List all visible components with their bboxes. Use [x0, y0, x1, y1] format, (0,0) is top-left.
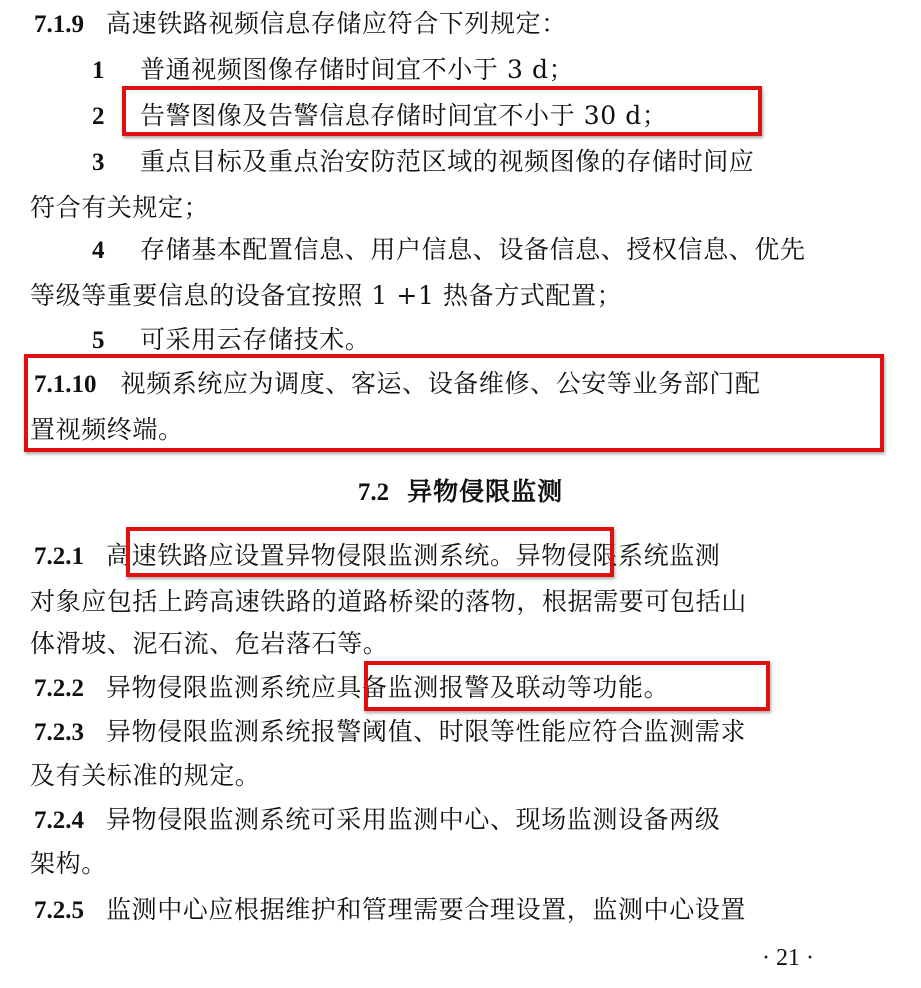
- item-number: 3: [92, 149, 105, 176]
- clause-7-2-2: [34, 668, 669, 708]
- clause-text: 体滑坡、泥石流、危岩落石等。: [30, 629, 389, 658]
- list-item-3-continuation: [30, 188, 209, 228]
- clause-7-2-1-continuation-1: [30, 582, 747, 622]
- clause-7-2-1: [34, 536, 720, 576]
- item-text: 重点目标及重点治安防范区域的视频图像的存储时间应: [140, 147, 755, 176]
- list-item-2: [92, 96, 668, 136]
- clause-text: 异物侵限监测系统报警阈值、时限等性能应符合监测需求: [106, 717, 747, 746]
- clause-highlight-text: 高速铁路应设置异物侵限监测系统。: [106, 541, 516, 570]
- item-number: 4: [92, 237, 105, 264]
- clause-7-2-1-continuation-2: [30, 624, 388, 664]
- clause-highlight-text: 应具备监测报警及联动等功能: [310, 673, 644, 702]
- clause-7-1-10: [34, 364, 761, 404]
- clause-7-2-5: [34, 890, 746, 930]
- clause-number: 7.1.9: [34, 11, 84, 38]
- clause-text: 对象应包括上跨高速铁路的道路桥梁的落物，根据需要可包括山: [30, 587, 747, 616]
- clause-7-1-10-continuation: [30, 410, 184, 450]
- item-text: 符合有关规定；: [30, 193, 210, 222]
- section-number: 7.2: [357, 479, 390, 506]
- clause-text: 异物侵限监测系统: [106, 673, 311, 702]
- item-number: 1: [92, 57, 105, 84]
- clause-7-2-3: [34, 712, 746, 752]
- item-text: 存储基本配置信息、用户信息、设备信息、授权信息、优先: [140, 235, 806, 264]
- clause-text: 异物侵限系统监测: [515, 541, 721, 570]
- clause-7-2-3-continuation: [30, 756, 260, 796]
- list-item-3: [92, 142, 754, 182]
- section-title: 异物侵限监测: [407, 477, 564, 506]
- item-text: 等级等重要信息的设备宜按照 1 +1 热备方式配置；: [30, 281, 623, 310]
- item-text: 可采用云存储技术。: [140, 325, 371, 354]
- clause-number: 7.2.4: [34, 807, 84, 834]
- item-number: 5: [92, 327, 105, 354]
- clause-7-2-4-continuation: [30, 844, 107, 884]
- list-item-4: [92, 230, 806, 270]
- clause-number: 7.2.2: [34, 675, 84, 702]
- clause-text: 及有关标准的规定。: [30, 761, 261, 790]
- clause-text: 高速铁路视频信息存储应符合下列规定：: [106, 9, 567, 38]
- clause-text-suffix: 。: [643, 673, 670, 702]
- list-item-4-continuation: [30, 276, 622, 316]
- clause-text: 架构。: [30, 849, 107, 878]
- list-item-1: [92, 50, 574, 90]
- clause-number: 7.2.1: [34, 543, 84, 570]
- clause-text: 视频系统应为调度、客运、设备维修、公安等业务部门配: [120, 369, 761, 398]
- clause-text: 监测中心应根据维护和管理需要合理设置，监测中心设置: [106, 895, 747, 924]
- clause-7-1-9: [34, 4, 567, 44]
- clause-number: 7.2.3: [34, 719, 84, 746]
- clause-text: 异物侵限监测系统可采用监测中心、现场监测设备两级: [106, 805, 721, 834]
- clause-7-2-4: [34, 800, 720, 840]
- clause-number: 7.1.10: [34, 371, 97, 398]
- item-number: 2: [92, 103, 105, 130]
- item-text: 告警图像及告警信息存储时间宜不小于 30 d；: [140, 101, 668, 130]
- list-item-5: [92, 320, 370, 360]
- clause-text: 置视频终端。: [30, 415, 184, 444]
- clause-number: 7.2.5: [34, 897, 84, 924]
- section-heading-7-2: [0, 472, 921, 512]
- item-text: 普通视频图像存储时间宜不小于 3 d；: [140, 55, 575, 84]
- page-number: · 21 ·: [762, 945, 814, 971]
